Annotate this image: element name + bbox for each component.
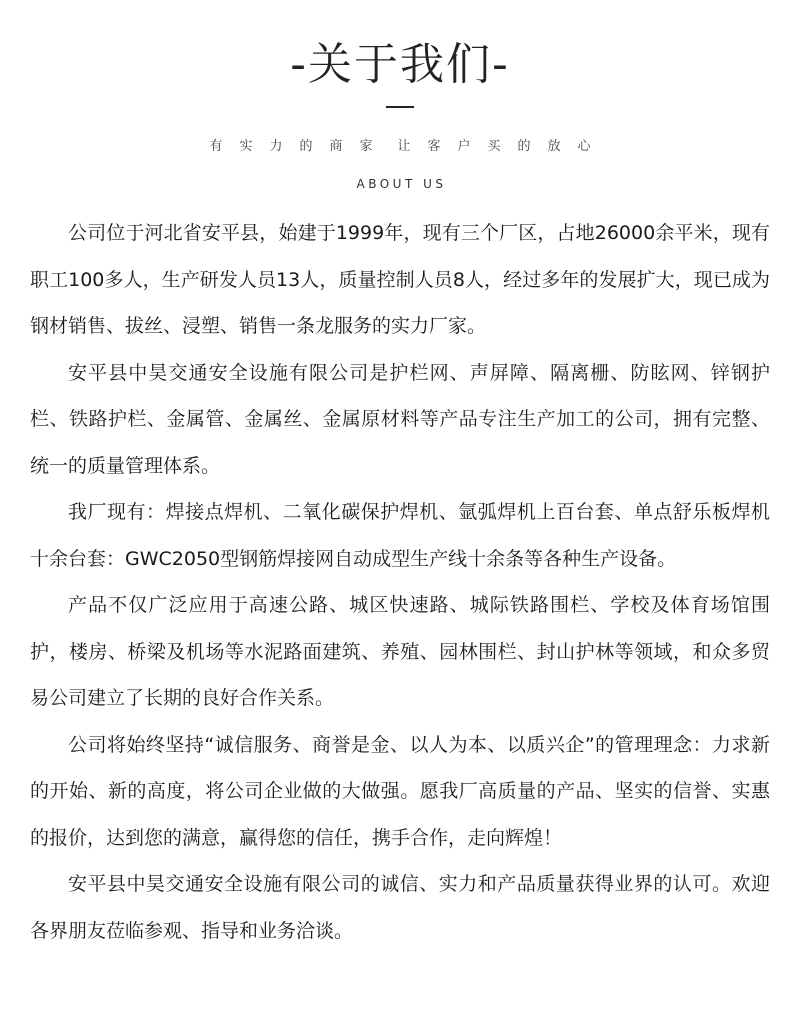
slogan-right: 让客户买的放心 bbox=[397, 139, 608, 154]
paragraph-equipment: 我厂现有：焊接点焊机、二氧化碳保护焊机、氩弧焊机上百台套、单点舒乐板焊机十余台套：GWC2050型钢筋焊接网自动成型生产线十余条等各种生产设备。 bbox=[30, 501, 770, 570]
paragraph-applications: 产品不仅广泛应用于高速公路、城区快速路、城际铁路围栏、学校及体育场馆围护，楼房、桥梁及机场等水泥路面建筑、养殖、园林围栏、封山护林等领域，和众多贸易公司建立了长期的良好合作关系。 bbox=[30, 594, 770, 709]
section-header bbox=[0, 0, 800, 192]
paragraph-products: 安平县中昊交通安全设施有限公司是护栏网、声屏障、隔离栅、防眩网、锌钢护栏、铁路护栏、金属管、金属丝、金属原材料等产品专注生产加工的公司，拥有完整、统一的质量管理体系。 bbox=[30, 361, 770, 477]
paragraph-location: 公司位于河北省安平县，始建于1999年，现有三个厂区，占地26000余平米，现有职工100多人，生产研发人员13人，质量控制人员8人，经过多年的发展扩大，现已成为钢材销售、拔丝、浸塑、销售一条龙服务的实力厂家。 bbox=[30, 222, 770, 337]
slogan-left: 有实力的商家 bbox=[209, 139, 390, 154]
title-underline bbox=[386, 106, 414, 108]
subtitle: ABOUT US bbox=[356, 177, 447, 191]
slogan bbox=[0, 138, 800, 156]
page-title: -关于我们- bbox=[290, 39, 510, 90]
paragraph-welcome: 安平县中昊交通安全设施有限公司的诚信、实力和产品质量获得业界的认可。欢迎各界朋友莅临参观、指导和业务洽谈。 bbox=[30, 873, 770, 942]
body-text bbox=[30, 210, 770, 954]
paragraph-philosophy: 公司将始终坚持“诚信服务、商誉是金、以人为本、以质兴企”的管理理念：力求新的开始、新的高度，将公司企业做的大做强。愿我厂高质量的产品、坚实的信誉、实惠的报价，达到您的满意，赢得您的信任，携手合作，走向辉煌！ bbox=[30, 733, 770, 849]
